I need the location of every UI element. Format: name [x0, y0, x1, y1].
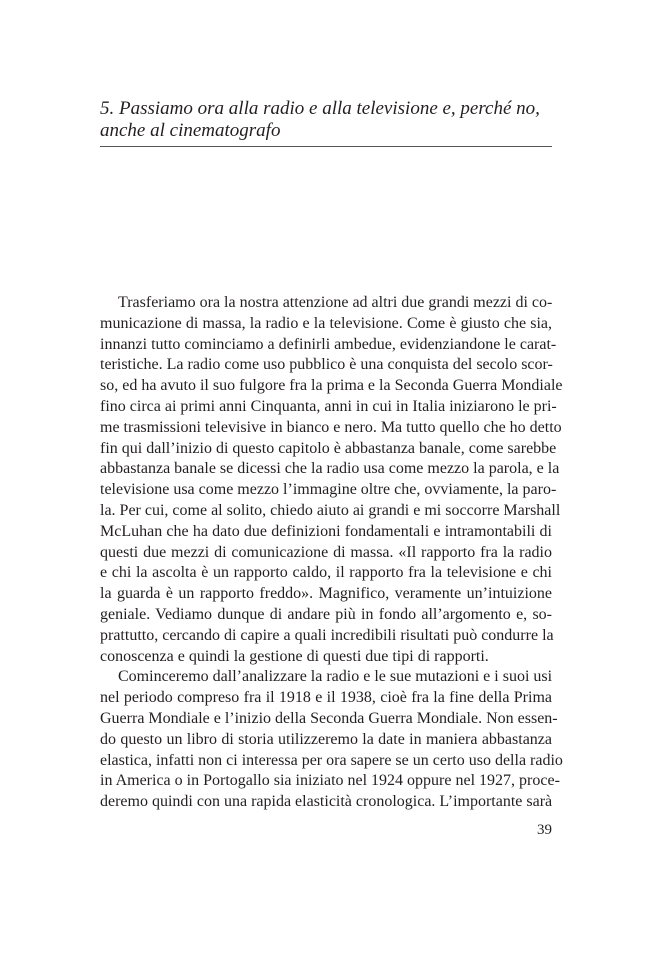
text-line: Cominceremo dall’analizzare la radio e le sue mutazioni e i suoi usi: [118, 668, 553, 686]
text-line: abbastanza banale se dicessi che la radio usa come mezzo la parola, e la: [100, 460, 560, 478]
heading-line: anche al cinematografo: [100, 120, 281, 141]
paragraph: [100, 667, 563, 813]
text-line: McLuhan che ha dato due definizioni fondamentali e intramontabili di: [100, 522, 552, 540]
text-line: municazione di massa, la radio e la televisione. Come è giusto che sia,: [100, 314, 552, 332]
text-line: so, ed ha avuto il suo fulgore fra la prima e la Seconda Guerra Mondiale: [100, 377, 563, 395]
paragraph: [100, 293, 563, 667]
text-line: do questo un libro di storia utilizzeremo la date in maniera abbastanza: [100, 730, 552, 748]
text-line: geniale. Vediamo dunque di andare più in fondo all’argomento e, so-: [100, 605, 552, 623]
page-number: 39: [537, 822, 552, 838]
text-line: conoscenza e quindi la gestione di questi due tipi di rapporti.: [100, 647, 489, 665]
heading-divider: [100, 146, 552, 147]
text-line: fin qui dall’inizio di questo capitolo è abbastanza banale, come sarebbe: [100, 439, 557, 457]
body-text: [100, 293, 563, 813]
text-line: in America o in Portogallo sia iniziato nel 1924 oppure nel 1927, proce-: [100, 772, 560, 790]
text-line: nel periodo compreso fra il 1918 e il 1938, cioè fra la fine della Prima: [100, 689, 552, 707]
chapter-section-heading: [100, 98, 552, 142]
text-line: questi due mezzi di comunicazione di massa. «Il rapporto fra la radio: [100, 543, 552, 561]
text-line: televisione usa come mezzo l’immagine oltre che, ovviamente, la paro-: [100, 481, 557, 499]
text-line: elastica, infatti non ci interessa per ora sapere se un certo uso della radio: [100, 751, 563, 769]
text-line: me trasmissioni televisive in bianco e nero. Ma tutto quello che ho detto: [100, 418, 562, 436]
text-line: innanzi tutto cominciamo a definirli ambedue, evidenziandone le carat-: [100, 335, 557, 353]
text-line: e chi la ascolta è un rapporto caldo, il rapporto fra la televisione e chi: [100, 564, 552, 582]
text-line: teristiche. La radio come uso pubblico è una conquista del secolo scor-: [100, 356, 553, 374]
text-line: Guerra Mondiale e l’inizio della Seconda Guerra Mondiale. Non essen-: [100, 709, 558, 727]
text-line: fino circa ai primi anni Cinquanta, anni in cui in Italia iniziarono le pri-: [100, 397, 557, 415]
text-line: deremo quindi con una rapida elasticità cronologica. L’importante sarà: [100, 793, 553, 811]
heading-line: 5. Passiamo ora alla radio e alla televisione e, perché no,: [100, 98, 540, 119]
text-line: prattutto, cercando di capire a quali incredibili risultati può condurre la: [100, 626, 554, 644]
text-line: la guarda è un rapporto freddo». Magnifico, veramente un’intuizione: [100, 585, 552, 603]
text-line: la. Per cui, come al solito, chiedo aiuto ai grandi e mi soccorre Marshall: [100, 501, 561, 519]
text-line: Trasferiamo ora la nostra attenzione ad altri due grandi mezzi di co-: [118, 294, 553, 311]
